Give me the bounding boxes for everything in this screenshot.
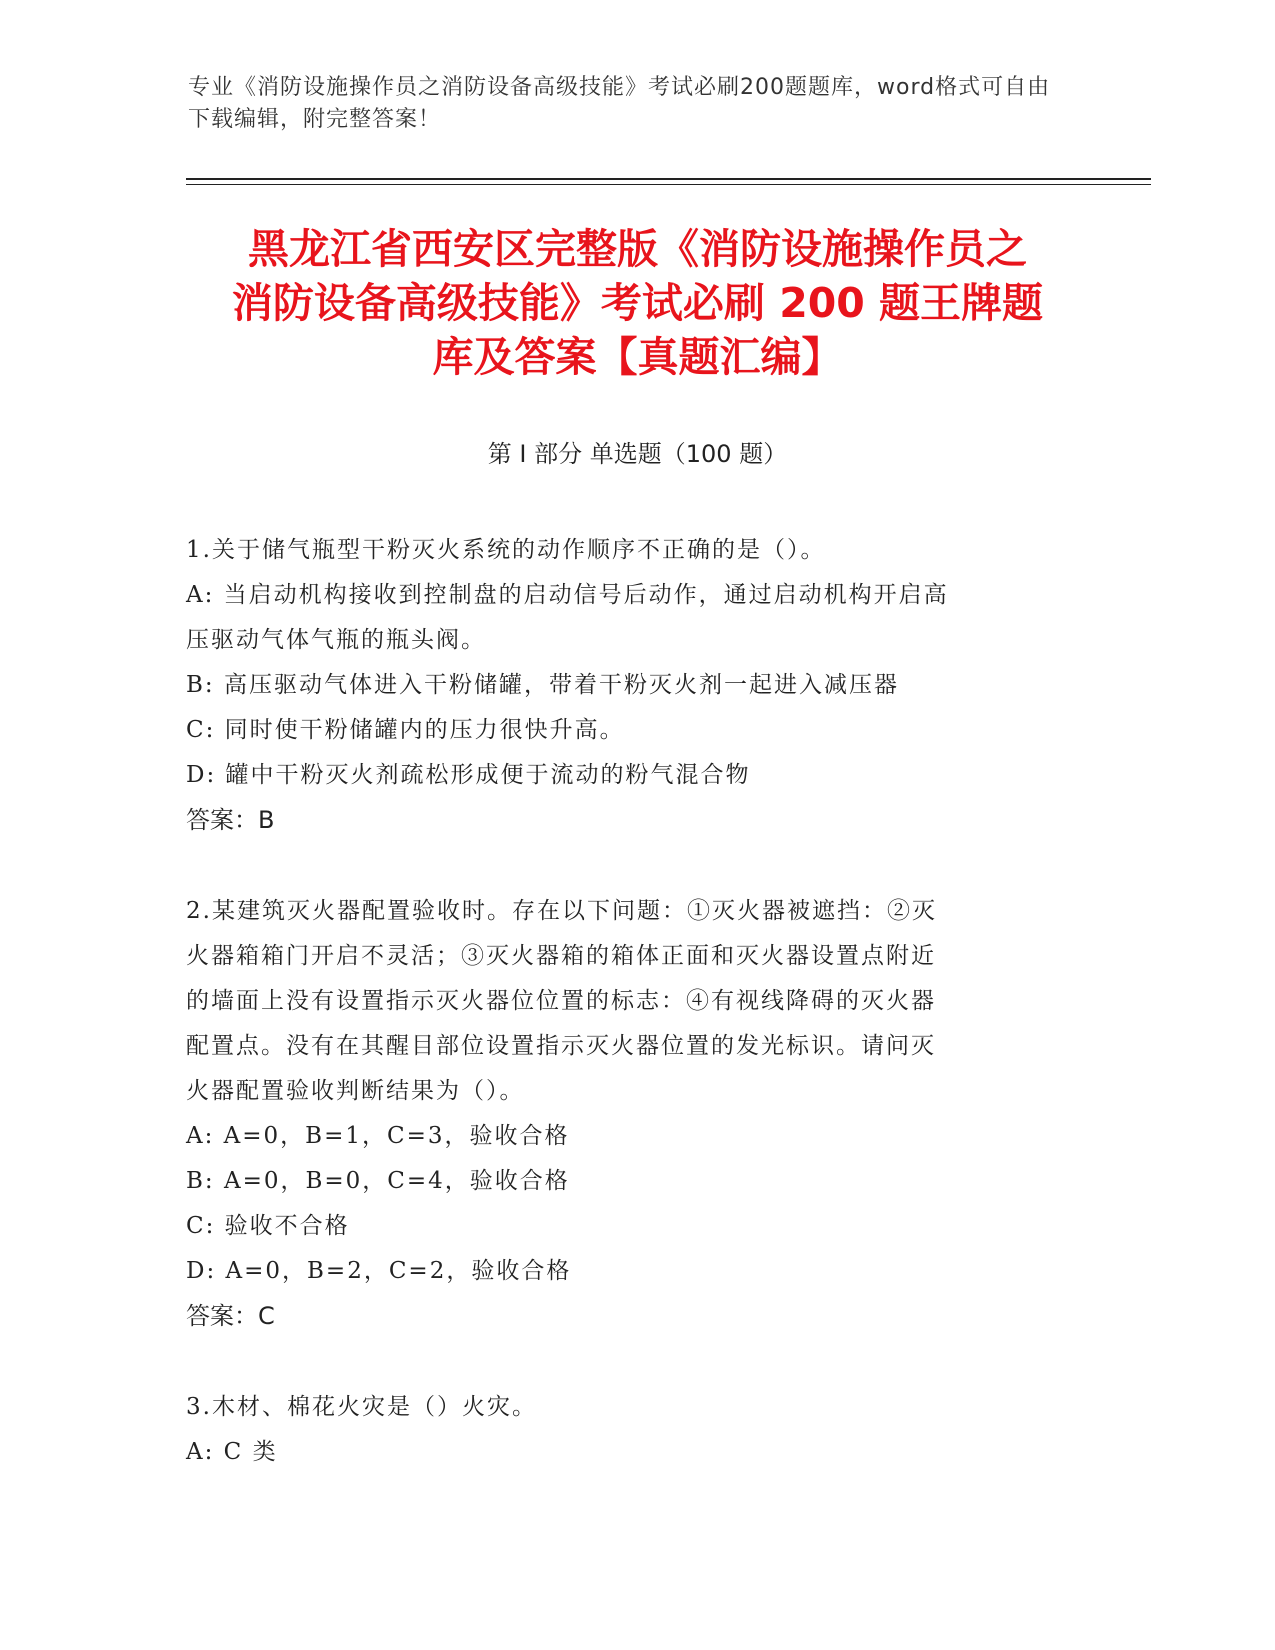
option-a: A: C 类 — [186, 1439, 278, 1465]
answer-label: 答案：C — [186, 1302, 275, 1330]
option-a: A: A=0，B=1，C=3，验收合格 — [186, 1123, 570, 1149]
question-stem-line: 配置点。没有在其醒目部位设置指示灭火器位置的发光标识。请问灭 — [186, 1033, 936, 1059]
option-d: D: 罐中干粉灭火剂疏松形成便于流动的粉气混合物 — [186, 762, 751, 788]
option-a: A: 当启动机构接收到控制盘的启动信号后动作，通过启动机构开启高 — [186, 582, 949, 608]
header-divider-thick — [186, 178, 1151, 180]
question-stem-line: 火器配置验收判断结果为（）。 — [186, 1078, 525, 1104]
question-1 — [186, 528, 1076, 843]
option-b: B: 高压驱动气体进入干粉储罐，带着干粉灭火剂一起进入减压器 — [186, 672, 899, 698]
question-3 — [186, 1385, 1076, 1475]
question-stem: 3.木材、棉花火灾是（）火灾。 — [186, 1394, 537, 1420]
question-stem: 2.某建筑灭火器配置验收时。存在以下问题：①灭火器被遮挡：②灭 — [186, 898, 937, 924]
option-c: C: 验收不合格 — [186, 1213, 350, 1239]
option-a-continued: 压驱动气体气瓶的瓶头阀。 — [186, 627, 486, 653]
header-note: 专业《消防设施操作员之消防设备高级技能》考试必刷200题题库，word格式可自由下载编辑，附完整答案！ — [188, 75, 1051, 132]
section-heading: 第 I 部分 单选题（100 题） — [487, 440, 788, 468]
question-stem-line: 的墙面上没有设置指示灭火器位位置的标志：④有视线降碍的灭火器 — [186, 988, 936, 1014]
title-line-1: 黑龙江省西安区完整版《消防设施操作员之 — [248, 225, 1027, 273]
question-stem: 1.关于储气瓶型干粉灭火系统的动作顺序不正确的是（）。 — [186, 537, 826, 563]
option-b: B: A=0，B=0，C=4，验收合格 — [186, 1168, 570, 1194]
answer-label: 答案：B — [186, 806, 275, 834]
question-2 — [186, 889, 1076, 1339]
title-line-2: 消防设备高级技能》考试必刷 200 题王牌题 — [231, 279, 1044, 327]
document-title — [190, 222, 1085, 384]
question-list — [186, 528, 1076, 1521]
question-stem-line: 火器箱箱门开启不灵活；③灭火器箱的箱体正面和灭火器设置点附近 — [186, 943, 936, 969]
option-d: D: A=0，B=2，C=2，验收合格 — [186, 1258, 572, 1284]
header-divider-thin — [186, 184, 1151, 185]
option-c: C: 同时使干粉储罐内的压力很快升高。 — [186, 717, 625, 743]
title-line-3: 库及答案【真题汇编】 — [432, 333, 843, 381]
